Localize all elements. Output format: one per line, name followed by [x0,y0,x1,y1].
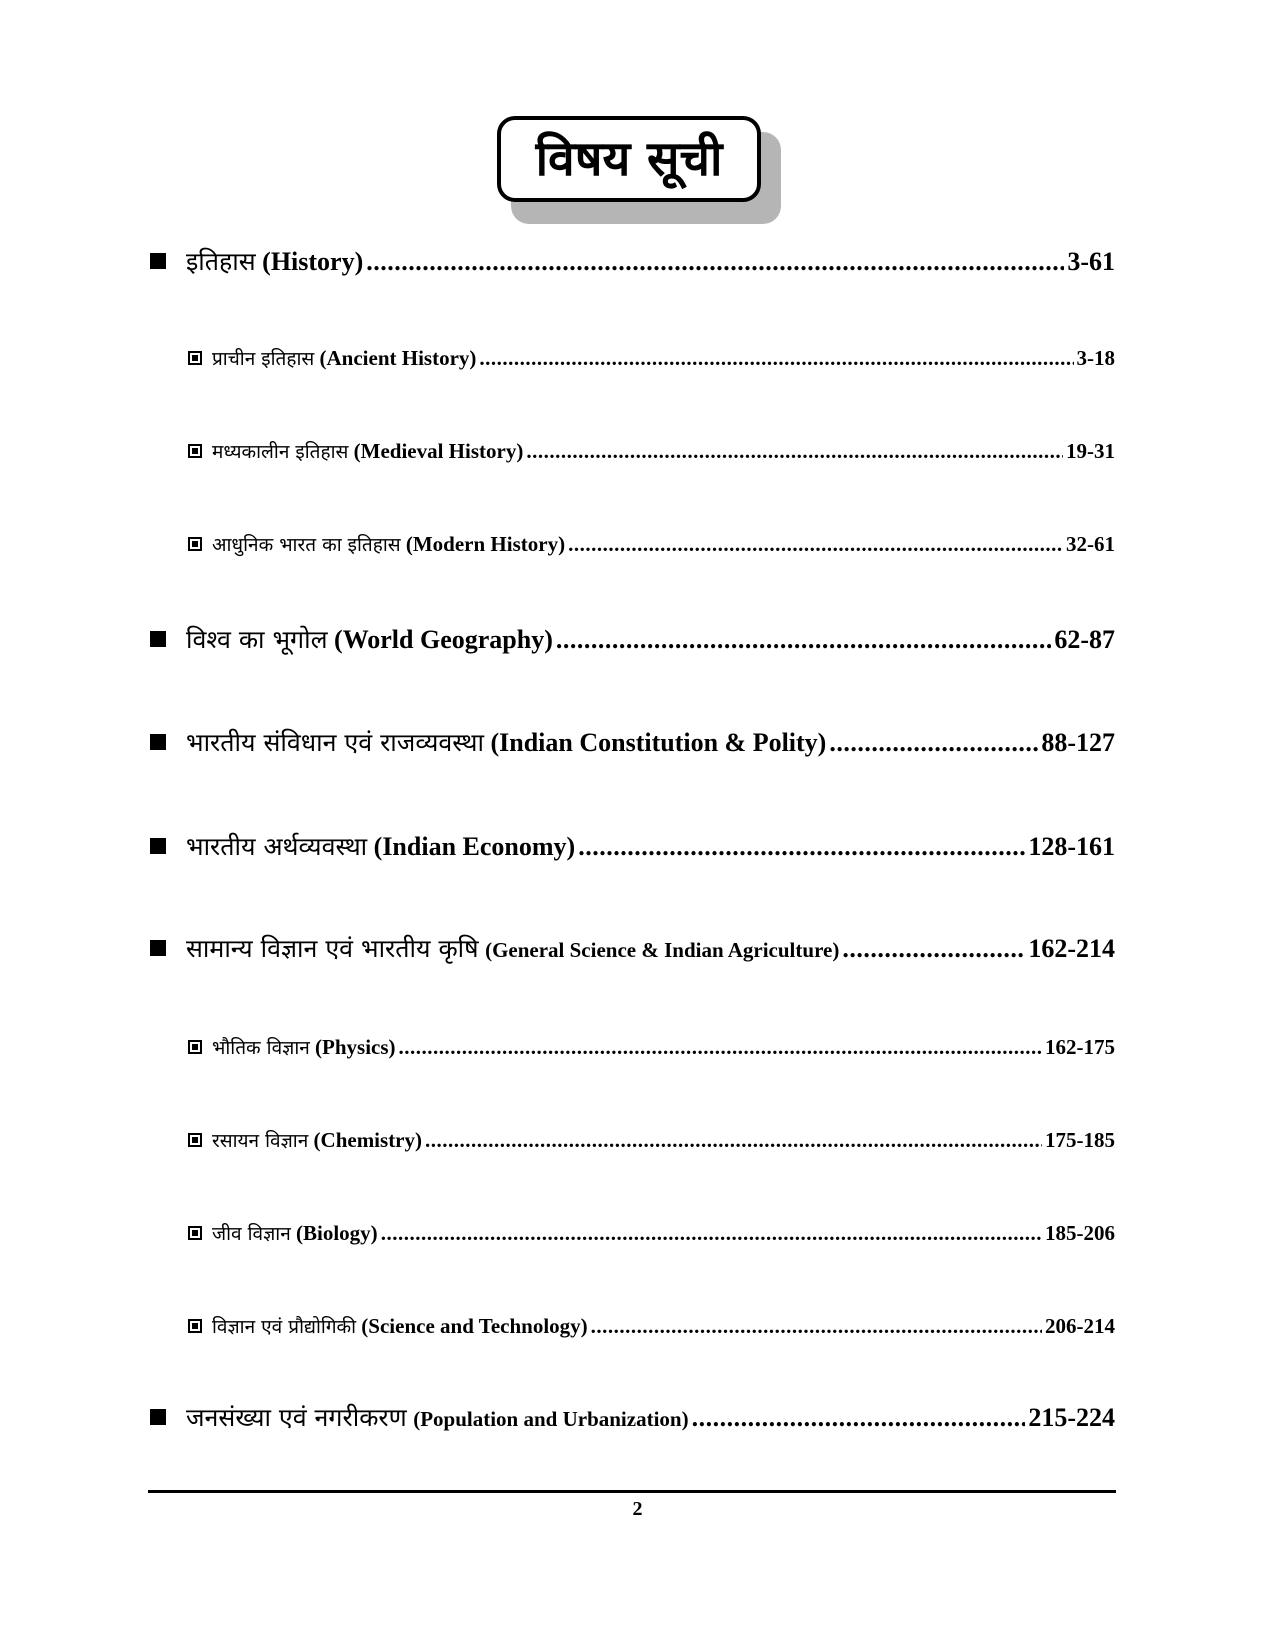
toc-entry-pages: 162-175 [1045,1035,1115,1059]
toc-entry-hindi: भारतीय संविधान एवं राजव्यवस्था [186,728,484,757]
toc-entry-pages: 3-18 [1076,346,1115,370]
toc-entry-pages: 175-185 [1045,1128,1115,1152]
dot-leader [381,1221,1042,1246]
filled-square-bullet-icon [150,838,166,854]
toc-entry-chemistry[interactable] [188,1127,1115,1153]
dot-leader [366,247,1064,277]
toc-entry-label [212,345,476,371]
toc-entry-hindi: जीव विज्ञान [212,1223,291,1245]
toc-entry-pages: 128-161 [1028,832,1115,861]
filled-square-bullet-icon [150,1409,166,1425]
page-title: विषय सूची [535,131,723,187]
dot-leader [829,728,1038,758]
toc-entry-english: (Science and Technology) [361,1314,588,1338]
toc-entry-label [186,725,826,759]
toc-entry-label [212,1127,422,1153]
toc-entry-pages: 185-206 [1045,1221,1115,1245]
toc-entry-hindi: विश्व का भूगोल [186,625,328,654]
toc-entry-english: (History) [262,247,364,276]
hollow-square-bullet-icon [188,1040,202,1054]
toc-entry-english: (Medieval History) [353,439,524,463]
toc-entry-medieval-history[interactable] [188,438,1115,464]
toc-entry-hindi: भौतिक विज्ञान [212,1037,310,1059]
hollow-square-bullet-icon [188,1133,202,1147]
dot-leader [479,346,1073,371]
title-box [497,116,781,224]
dot-leader [556,625,1051,655]
toc-entry-pages: 215-224 [1028,1403,1115,1432]
toc-entry-general-science-agriculture[interactable] [150,931,1115,965]
hollow-square-bullet-icon [188,1226,202,1240]
toc-entry-population-urbanization[interactable] [150,1400,1115,1434]
toc-entry-modern-history[interactable] [188,531,1115,557]
dot-leader [568,532,1063,557]
toc-entry-english: (Modern History) [405,532,566,556]
toc-entry-label [186,1400,689,1434]
toc-entry-label [186,244,363,278]
toc-entry-science-technology[interactable] [188,1313,1115,1339]
dot-leader [692,1403,1026,1433]
toc-entry-english: (Indian Economy) [373,832,576,861]
toc-entry-pages: 88-127 [1041,728,1115,757]
toc-entry-label [186,622,553,656]
footer-divider [148,1490,1116,1493]
dot-leader [578,832,1025,862]
toc-entry-label [186,931,839,965]
toc-entry-label [212,1220,378,1246]
toc-entry-label [212,438,523,464]
toc-entry-pages: 32-61 [1066,532,1115,556]
toc-entry-english: (Chemistry) [313,1128,422,1152]
toc-entry-physics[interactable] [188,1034,1115,1060]
dot-leader [591,1314,1042,1339]
title-frame [497,116,761,202]
toc-entry-hindi: सामान्य विज्ञान एवं भारतीय कृषि [186,934,479,963]
hollow-square-bullet-icon [188,537,202,551]
toc-entry-indian-constitution-polity[interactable] [150,725,1115,759]
hollow-square-bullet-icon [188,1319,202,1333]
hollow-square-bullet-icon [188,351,202,365]
filled-square-bullet-icon [150,940,166,956]
toc-entry-label [212,1034,396,1060]
toc-entry-pages: 162-214 [1028,934,1115,963]
toc-entry-english: (Population and Urbanization) [413,1407,689,1431]
toc-entry-hindi: भारतीय अर्थव्यवस्था [186,832,368,861]
dot-leader [425,1128,1042,1153]
toc-entry-pages: 3-61 [1067,247,1115,276]
page-number: 2 [632,1498,643,1520]
filled-square-bullet-icon [150,734,166,750]
toc-entry-english: (Ancient History) [319,346,477,370]
toc-entry-pages: 62-87 [1054,625,1115,654]
filled-square-bullet-icon [150,253,166,269]
toc-entry-biology[interactable] [188,1220,1115,1246]
toc-entry-hindi: इतिहास [186,247,256,276]
toc-entry-hindi: आधुनिक भारत का इतिहास [212,534,401,556]
toc-entry-label [212,531,565,557]
toc-entry-ancient-history[interactable] [188,345,1115,371]
toc-entry-english: (Indian Constitution & Polity) [490,728,827,757]
dot-leader [842,934,1025,964]
hollow-square-bullet-icon [188,444,202,458]
dot-leader [526,439,1063,464]
toc-entry-english: (Physics) [315,1035,396,1059]
toc-entry-label [212,1313,588,1339]
toc-entry-pages: 206-214 [1045,1314,1115,1338]
filled-square-bullet-icon [150,631,166,647]
toc-entry-history[interactable] [150,244,1115,278]
toc-entry-hindi: विज्ञान एवं प्रौद्योगिकी [212,1316,357,1338]
toc-entry-hindi: रसायन विज्ञान [212,1130,309,1152]
dot-leader [399,1035,1042,1060]
toc-entry-english: (Biology) [296,1221,378,1245]
toc-entry-hindi: प्राचीन इतिहास [212,348,315,370]
toc-entry-english: (World Geography) [334,625,553,654]
toc-entry-label [186,829,575,863]
toc-entry-pages: 19-31 [1066,439,1115,463]
toc-entry-world-geography[interactable] [150,622,1115,656]
toc-entry-english: (General Science & Indian Agriculture) [485,938,840,962]
toc-entry-hindi: मध्यकालीन इतिहास [212,441,349,463]
toc-entry-hindi: जनसंख्या एवं नगरीकरण [186,1403,407,1432]
toc-entry-indian-economy[interactable] [150,829,1115,863]
